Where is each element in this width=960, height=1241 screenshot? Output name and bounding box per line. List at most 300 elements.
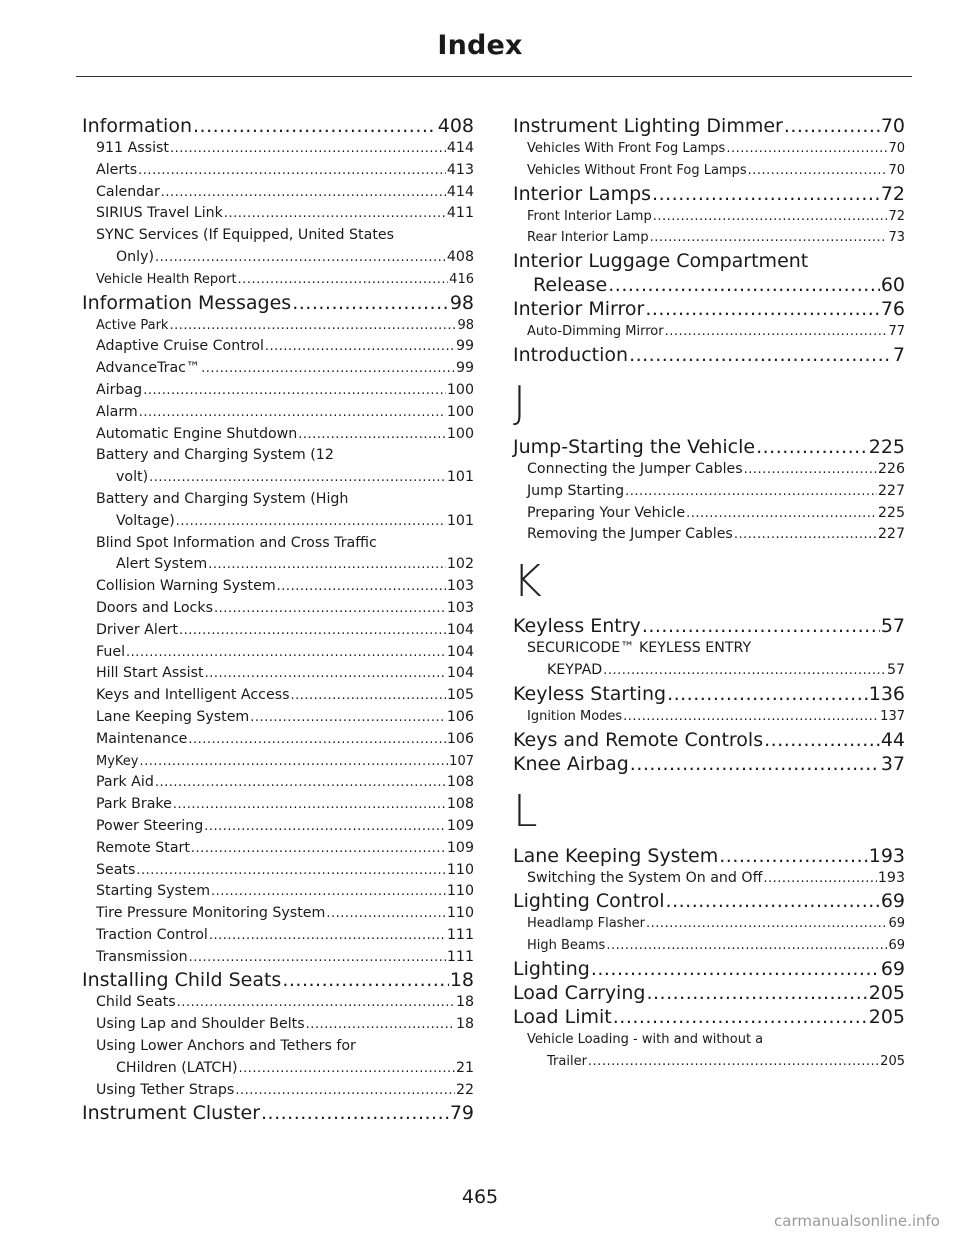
index-entry-sub[interactable] [513,481,905,503]
dot-leader [238,269,449,291]
entry-page-number: 44 [880,728,905,751]
dot-leader [235,1080,455,1102]
entry-page-number: 21 [455,1059,474,1076]
index-entry-sub[interactable] [82,707,474,729]
dot-leader [169,315,456,337]
entry-page-number: 110 [446,883,474,900]
dot-leader [179,620,446,642]
dot-leader [290,685,445,707]
index-entry-main-line1: Interior Luggage Compartment [513,250,809,273]
dot-leader [239,1058,455,1080]
entry-title: Active Park [96,317,169,333]
dot-leader [606,935,887,957]
entry-page-number: 227 [877,526,905,543]
dot-leader [173,794,446,816]
entry-title: Airbag [96,381,143,398]
index-entry-main[interactable] [513,981,905,1005]
index-entry-sub[interactable] [82,358,474,380]
dot-leader [764,728,880,752]
index-entry-sub[interactable] [513,524,905,546]
entry-title: Using Lap and Shoulder Belts [96,1016,305,1033]
entry-page-number: 106 [446,708,474,725]
entry-title: Remote Start [96,839,190,856]
entry-title: Installing Child Seats [82,969,282,992]
entry-title: Alarm [96,403,138,420]
dot-leader [667,682,868,706]
dot-leader [652,182,880,206]
dot-leader [224,203,446,225]
index-entry-sub[interactable] [82,992,474,1014]
index-entry-main[interactable] [513,114,905,138]
entry-title: Seats [96,861,136,878]
index-entry-main[interactable] [513,273,905,297]
entry-page-number: 69 [880,890,905,913]
watermark: carmanualsonline.info [774,1212,940,1230]
entry-page-number: 18 [449,969,474,992]
entry-page-number: 225 [868,435,905,458]
index-entry-sub[interactable] [513,868,905,890]
index-entry-main[interactable] [513,343,905,367]
index-entry-sub[interactable] [82,380,474,402]
dot-leader [734,524,877,546]
entry-title: Voltage) [116,512,175,529]
index-entry-sub[interactable] [513,206,905,228]
index-column-left [82,114,474,1125]
index-entry-sub[interactable] [82,511,474,533]
dot-leader [191,838,446,860]
dot-leader [719,844,868,868]
entry-title: Driver Alert [96,621,178,638]
dot-leader [250,707,446,729]
entry-title: Adaptive Cruise Control [96,338,264,355]
index-entry-sub[interactable] [513,227,905,249]
index-entry-sub[interactable] [513,660,905,682]
index-entry-sub[interactable] [82,663,474,685]
index-entry-main[interactable] [513,844,905,868]
entry-title: Auto-Dimming Mirror [527,324,664,340]
entry-page-number: 193 [877,869,905,886]
index-entry-sub[interactable] [513,321,905,343]
entry-page-number: 101 [446,469,474,486]
dot-leader [155,772,446,794]
entry-title: Park Brake [96,796,172,813]
entry-title: Introduction [513,343,629,366]
entry-title: Removing the Jumper Cables [527,526,733,543]
index-entry-sub[interactable] [82,729,474,751]
dot-leader [784,114,880,138]
index-entry-main[interactable] [513,182,905,206]
entry-page-number: 227 [877,482,905,499]
entry-page-number: 205 [868,1005,905,1028]
index-entry-sub[interactable] [82,160,474,182]
entry-page-number: 70 [888,162,905,178]
dot-leader [306,1014,455,1036]
entry-page-number: 69 [880,957,905,980]
entry-page-number: 225 [877,504,905,521]
entry-page-number: 110 [446,861,474,878]
entry-title: Trailer [547,1053,587,1069]
index-entry-sub[interactable] [82,1080,474,1102]
index-entry-sub[interactable] [82,554,474,576]
entry-title: Knee Airbag [513,752,629,775]
dot-leader [653,206,888,228]
entry-page-number: 411 [446,205,474,222]
entry-page-number: 100 [446,425,474,442]
entry-title: Jump-Starting the Vehicle [513,435,756,458]
dot-leader [161,182,446,204]
index-entry-sub-line1: Using Lower Anchors and Tethers for [96,1038,356,1055]
dot-leader [588,1051,879,1073]
index-entry-main[interactable] [513,435,905,459]
entry-page-number: 101 [446,512,474,529]
entry-title: Keyless Starting [513,682,667,705]
index-entry-main[interactable] [82,968,474,992]
index-entry-sub[interactable] [82,751,474,773]
dot-leader [608,273,880,297]
section-letter: L [513,785,538,837]
index-entry-sub[interactable] [82,620,474,642]
entry-page-number: 103 [446,599,474,616]
entry-title: Child Seats [96,994,176,1011]
index-entry-main[interactable] [513,1005,905,1029]
page-title: Index [437,30,523,61]
entry-page-number: 57 [886,661,905,678]
entry-page-number: 57 [880,615,905,638]
dot-leader [201,358,455,380]
entry-title: Front Interior Lamp [527,208,652,224]
index-entry-sub[interactable] [513,459,905,481]
entry-title: Alerts [96,161,138,178]
index-entry-sub[interactable] [82,598,474,620]
index-entry-sub[interactable] [82,816,474,838]
entry-title: Power Steering [96,817,204,834]
index-entry-main[interactable] [513,682,905,706]
dot-leader [665,321,888,343]
dot-leader [209,925,446,947]
entry-page-number: 226 [877,460,905,477]
dot-leader [139,402,446,424]
index-entry-sub[interactable] [82,269,474,291]
entry-title: Fuel [96,643,126,660]
entry-title: CHildren (LATCH) [116,1059,238,1076]
entry-page-number: 99 [455,360,474,377]
entry-title: volt) [116,469,149,486]
entry-page-number: 414 [446,140,474,156]
dot-leader [149,467,446,489]
entry-title: Only) [116,248,155,265]
entry-title: Alert System [116,556,208,573]
entry-title: Hill Start Assist [96,665,204,682]
index-entry-sub[interactable] [82,903,474,925]
index-entry-main[interactable] [82,114,474,138]
entry-page-number: 73 [888,230,905,246]
entry-page-number: 70 [888,141,905,156]
entry-page-number: 103 [446,578,474,595]
dot-leader [204,816,446,838]
index-entry-sub[interactable] [82,315,474,337]
entry-title: Load Limit [513,1005,612,1028]
entry-title: AdvanceTrac™ [96,360,201,377]
index-entry-sub[interactable] [513,160,905,182]
dot-leader [646,913,887,935]
entry-page-number: 7 [892,343,905,366]
entry-page-number: 137 [880,708,905,724]
dot-leader [748,160,888,182]
entry-title: Instrument Lighting Dimmer [513,115,783,137]
index-entry-sub[interactable] [82,336,474,358]
entry-title: Rear Interior Lamp [527,230,649,246]
entry-title: Lighting [513,957,590,980]
entry-page-number: 99 [455,338,474,355]
dot-leader [292,291,449,315]
entry-title: Vehicle Health Report [96,271,237,287]
entry-title: Jump Starting [527,482,625,499]
dot-leader [744,459,877,481]
entry-page-number: 108 [446,796,474,813]
entry-page-number: 106 [446,730,474,747]
dot-leader [282,968,448,992]
entry-page-number: 102 [446,556,474,573]
entry-title: Connecting the Jumper Cables [527,460,743,477]
index-entry-sub-line1: Blind Spot Information and Cross Traffic [96,534,377,551]
entry-title: Automatic Engine Shutdown [96,425,298,442]
index-entry-main[interactable] [82,1101,474,1125]
index-entry-sub[interactable] [513,503,905,525]
title-divider [76,76,912,77]
entry-title: Calendar [96,183,160,200]
index-entry-sub[interactable] [82,182,474,204]
dot-leader [208,554,446,576]
entry-page-number: 205 [868,981,905,1004]
entry-page-number: 69 [888,938,905,954]
section-letter: K [513,556,542,608]
entry-title: Collision Warning System [96,578,276,595]
entry-title: Preparing Your Vehicle [527,504,686,521]
entry-page-number: 69 [888,916,905,932]
dot-leader [726,138,887,160]
dot-leader [265,336,455,358]
index-entry-sub[interactable] [82,424,474,446]
index-entry-sub[interactable] [82,138,474,160]
entry-title: SIRIUS Travel Link [96,205,223,222]
dot-leader [298,424,446,446]
dot-leader [189,947,446,969]
index-entry-main[interactable] [513,297,905,321]
entry-title: Keyless Entry [513,615,641,638]
entry-page-number: 18 [455,994,474,1011]
dot-leader [188,729,446,751]
entry-title: High Beams [527,938,606,954]
entry-page-number: 104 [446,621,474,638]
index-entry-main[interactable] [513,752,905,776]
index-entry-sub[interactable] [82,925,474,947]
dot-leader [205,663,446,685]
entry-title: Information [82,115,192,137]
dot-leader [591,957,880,981]
dot-leader [170,138,446,160]
entry-page-number: 107 [449,753,474,769]
entry-title: Interior Mirror [513,298,645,321]
dot-leader [625,481,877,503]
index-entry-main[interactable] [82,291,474,315]
index-entry-sub[interactable] [513,935,905,957]
entry-page-number: 76 [880,298,905,321]
entry-title: Keys and Remote Controls [513,728,764,751]
index-entry-sub-line1: SYNC Services (If Equipped, United States [96,227,394,244]
section-letter: J [513,376,526,428]
dot-leader [642,614,880,638]
index-entry-main[interactable] [513,728,905,752]
index-entry-sub-line1: SECURICODE™ KEYLESS ENTRY [527,640,752,657]
dot-leader [326,903,446,925]
index-entry-sub[interactable] [82,467,474,489]
dot-leader [211,881,446,903]
index-entry-sub[interactable] [82,947,474,969]
dot-leader [155,247,446,269]
entry-title: Lighting Control [513,890,665,913]
entry-title: Vehicles With Front Fog Lamps [527,141,726,156]
dot-leader [277,576,446,598]
entry-page-number: 413 [446,161,474,178]
entry-title: Load Carrying [513,981,646,1004]
dot-leader [126,642,446,664]
index-entry-sub[interactable] [82,1058,474,1080]
dot-leader [193,114,437,138]
entry-page-number: 98 [449,291,474,314]
entry-title: Keys and Intelligent Access [96,687,290,704]
index-entry-sub-line1: Battery and Charging System (High [96,490,349,507]
entry-title: Interior Lamps [513,182,652,205]
entry-title: Information Messages [82,291,292,314]
entry-page-number: 104 [446,643,474,660]
index-entry-sub-line1: Vehicle Loading - with and without a [527,1031,764,1047]
index-entry-sub[interactable] [82,203,474,225]
dot-leader [645,297,879,321]
entry-page-number: 111 [446,926,474,943]
entry-page-number: 110 [446,905,474,922]
entry-title: Switching the System On and Off [527,869,763,886]
index-entry-sub[interactable] [82,685,474,707]
index-entry-sub[interactable] [513,913,905,935]
entry-page-number: 109 [446,839,474,856]
index-column-right [513,114,905,1073]
entry-page-number: 72 [888,208,905,224]
entry-title: Using Tether Straps [96,1081,235,1098]
entry-page-number: 109 [446,817,474,834]
dot-leader [763,868,877,890]
dot-leader [143,380,446,402]
dot-leader [666,889,880,913]
entry-title: Ignition Modes [527,708,623,724]
dot-leader [646,981,867,1005]
entry-page-number: 77 [888,324,905,340]
index-entry-main[interactable] [513,614,905,638]
entry-page-number: 205 [880,1053,905,1069]
entry-title: Release [533,274,608,297]
entry-page-number: 414 [446,183,474,200]
index-entry-sub[interactable] [82,881,474,903]
entry-page-number: 111 [446,948,474,965]
index-entry-sub-line1: Battery and Charging System (12 [96,447,334,464]
dot-leader [630,752,880,776]
index-entry-sub[interactable] [82,794,474,816]
dot-leader [603,660,886,682]
dot-leader [686,503,877,525]
entry-page-number: 100 [446,381,474,398]
index-entry-sub[interactable] [513,138,905,160]
entry-title: Starting System [96,883,211,900]
entry-page-number: 136 [868,682,905,705]
entry-title: Lane Keeping System [513,844,719,867]
entry-page-number: 105 [446,687,474,704]
entry-title: Tire Pressure Monitoring System [96,905,326,922]
index-entry-sub[interactable] [82,772,474,794]
dot-leader [176,511,446,533]
index-entry-sub[interactable] [513,1051,905,1073]
dot-leader [177,992,455,1014]
index-entry-sub[interactable] [82,642,474,664]
entry-title: Headlamp Flasher [527,916,646,932]
page-number: 465 [461,1186,499,1208]
entry-page-number: 408 [437,115,474,137]
dot-leader [138,160,446,182]
dot-leader [613,1005,868,1029]
entry-page-number: 408 [446,248,474,265]
entry-page-number: 193 [868,844,905,867]
dot-leader [139,751,448,773]
dot-leader [261,1101,449,1125]
entry-page-number: 60 [880,274,905,297]
entry-page-number: 22 [455,1081,474,1098]
entry-page-number: 37 [880,752,905,775]
index-entry-main[interactable] [513,889,905,913]
entry-title: MyKey [96,753,139,769]
dot-leader [756,435,868,459]
dot-leader [629,343,892,367]
index-entry-sub[interactable] [82,402,474,424]
entry-title: Doors and Locks [96,599,213,616]
entry-title: Traction Control [96,926,208,943]
index-entry-sub[interactable] [82,838,474,860]
entry-title: Vehicles Without Front Fog Lamps [527,162,747,178]
index-entry-sub[interactable] [82,1014,474,1036]
index-entry-sub[interactable] [513,706,905,728]
entry-page-number: 416 [449,271,474,287]
entry-title: Instrument Cluster [82,1102,261,1125]
entry-page-number: 72 [880,182,905,205]
entry-page-number: 70 [880,115,905,137]
dot-leader [214,598,446,620]
dot-leader [623,706,879,728]
entry-title: Maintenance [96,730,188,747]
entry-title: Park Aid [96,774,154,791]
entry-title: Lane Keeping System [96,708,250,725]
entry-page-number: 100 [446,403,474,420]
entry-title: KEYPAD [547,661,603,678]
index-entry-sub[interactable] [82,247,474,269]
index-entry-sub[interactable] [82,860,474,882]
entry-page-number: 98 [457,317,474,333]
index-entry-sub[interactable] [82,576,474,598]
dot-leader [136,860,446,882]
entry-page-number: 79 [449,1102,474,1125]
index-entry-main[interactable] [513,957,905,981]
entry-title: 911 Assist [96,140,169,156]
dot-leader [650,227,888,249]
entry-title: Transmission [96,948,188,965]
entry-page-number: 108 [446,774,474,791]
entry-page-number: 104 [446,665,474,682]
